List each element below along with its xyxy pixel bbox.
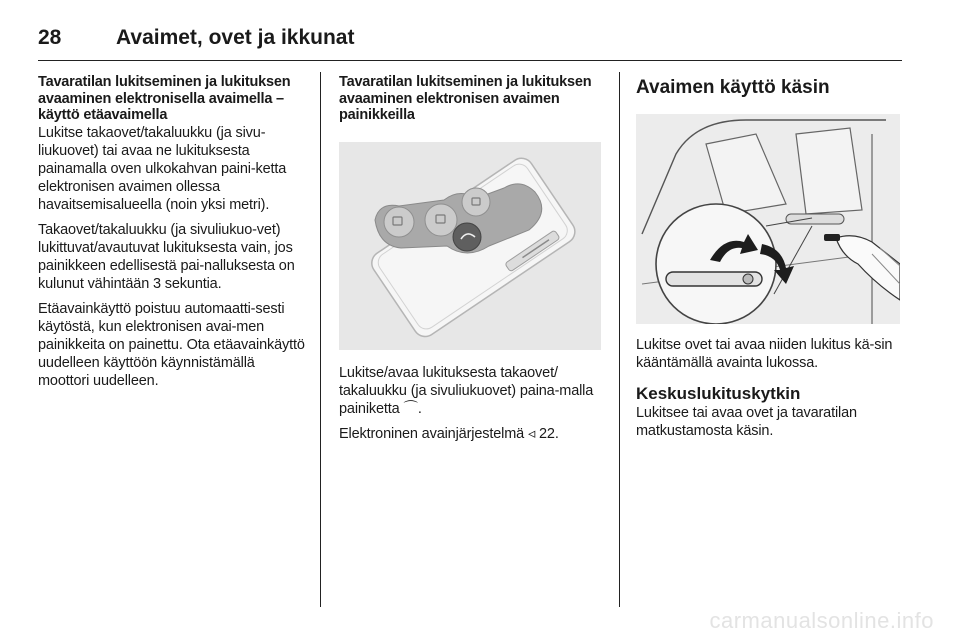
paragraph: Etäavainkäyttö poistuu automaatti-sesti käytöstä, kun elektronisen avai-men painikkeita on painettu. Ota etäavainkäyttö uudelleen käyttöön käynnistämällä moottori uudelleen. xyxy=(38,300,305,389)
electronic-key-illustration xyxy=(339,142,601,350)
section-heading-manual-key: Avaimen käyttö käsin xyxy=(636,77,830,98)
trunk-button-icon: ⌒ xyxy=(403,400,418,417)
column-divider-1 xyxy=(320,72,321,607)
paragraph-reference: Elektroninen avainjärjestelmä ◃ 22. xyxy=(339,425,559,442)
page-reference-arrow-icon: ◃ xyxy=(527,425,536,442)
column-2 xyxy=(339,74,609,450)
paragraph-lock-button: Lukitse/avaa lukituksesta takaovet/ takaluukku (ja sivuliukuovet) paina-malla painiketta ⌒. xyxy=(339,364,594,417)
page-header xyxy=(38,18,354,58)
column-divider-2 xyxy=(619,72,620,607)
section-heading-central-lock: Keskuslukituskytkin xyxy=(636,384,801,403)
header-rule xyxy=(38,60,902,61)
watermark: carmanualsonline.info xyxy=(709,608,934,633)
section-heading-remote-trunk: Tavaratilan lukitseminen ja lukituksen avaaminen elektronisella avaimella – käyttö etäavaimella xyxy=(38,74,291,123)
manual-key-illustration xyxy=(636,114,900,324)
paragraph-central-lock: Lukitsee tai avaa ovet ja tavaratilan matkustamosta käsin. xyxy=(636,405,857,439)
page-number: 28 xyxy=(38,26,62,49)
key-card-drawing xyxy=(339,142,601,350)
door-lock-drawing xyxy=(636,114,900,324)
paragraph-manual-key: Lukitse ovet tai avaa niiden lukitus kä-sin kääntämällä avainta lukossa. xyxy=(636,337,893,371)
paragraph: Takaovet/takaluukku (ja sivuliukuo-vet) lukittuvat/avautuvat lukituksesta vain, jos painikkeen edellisestä pai-nalluksesta on kulunut vähintään 3 sekuntia. xyxy=(38,221,295,292)
page-title: Avaimet, ovet ja ikkunat xyxy=(116,26,355,49)
section-heading-key-buttons: Tavaratilan lukitseminen ja lukituksen avaaminen elektronisen avaimen painikkeilla xyxy=(339,74,592,123)
column-1 xyxy=(38,74,308,397)
column-3 xyxy=(636,74,906,447)
paragraph: Lukitse takaovet/takaluukku (ja sivu-liukuovet) tai avaa ne lukituksesta painamalla oven ulkokahvan paini-ketta elektronisen avaimen ollessa havaitsemisalueella (noin yksi metri). xyxy=(38,124,287,213)
